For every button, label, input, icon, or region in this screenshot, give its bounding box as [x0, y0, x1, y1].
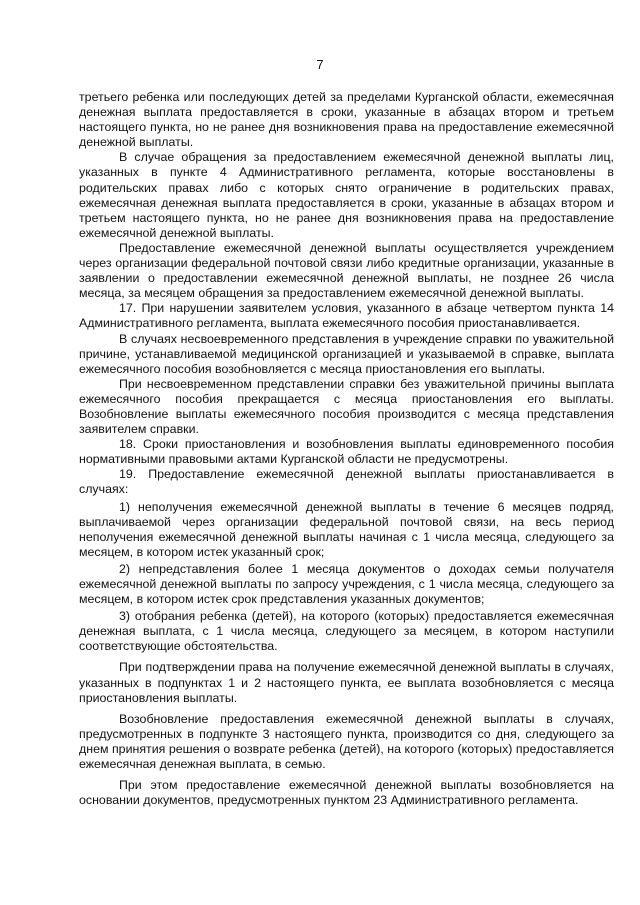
- paragraph-confirmation: При подтверждении права на получение ежемесячной денежной выплаты в случаях, указанных в подпунктах 1 и 2 настоящего пункта, ее выплата возобновляется с месяца приостановления выплаты.: [79, 660, 614, 705]
- paragraph-valid-reason: В случаях несвоевременного представления в учреждение справки по уважительной причине, устанавливаемой медицинской организацией и указываемой в справке, выплата ежемесячного пособия возобновляется с месяца приостановления его выплаты.: [79, 331, 614, 376]
- list-item-3: 3) отобрания ребенка (детей), на которого (которых) предоставляется ежемесячная денежная выплата, с 1 числа месяца, следующего за месяцем, в котором наступили соответствующие обстоятельства.: [79, 609, 614, 654]
- paragraph-basis-documents: При этом предоставление ежемесячной денежной выплаты возобновляется на основании документов, предусмотренных пунктом 23 Административного регламента.: [79, 778, 614, 808]
- document-body: [79, 90, 614, 808]
- paragraph-item-18: 18. Сроки приостановления и возобновления выплаты единовременного пособия нормативными правовыми актами Курганской области не предусмотрены.: [79, 437, 614, 467]
- paragraph-item-19: 19. Предоставление ежемесячной денежной выплаты приостанавливается в случаях:: [79, 467, 614, 497]
- paragraph-resumption: Возобновление предоставления ежемесячной денежной выплаты в случаях, предусмотренных в подпункте 3 настоящего пункта, производится со дня, следующего за днем принятия решения о возврате ребенка (детей), на которого (которых) предоставляется ежемесячная денежная выплата, в семью.: [79, 711, 614, 772]
- paragraph-continuation: третьего ребенка или последующих детей за пределами Курганской области, ежемесячная денежная выплата предоставляется в сроки, указанные в абзацах втором и третьем настоящего пункта, но не ранее дня возникновения права на предоставление ежемесячной денежной выплаты.: [79, 90, 614, 150]
- paragraph-no-valid-reason: При несвоевременном представлении справки без уважительной причины выплата ежемесячного пособия прекращается с месяца приостановления его выплаты. Возобновление выплаты ежемесячного пособия производится с месяца представления заявителем справки.: [79, 376, 614, 437]
- paragraph-restored-rights: В случае обращения за предоставлением ежемесячной денежной выплаты лиц, указанных в пункте 4 Административного регламента, которые восстановлены в родительских правах либо с которых снято ограничение в родительских правах, ежемесячная денежная выплата предоставляется в сроки, указанные в абзацах втором и третьем настоящего пункта, но не ранее дня возникновения права на предоставление ежемесячной денежной выплаты.: [79, 150, 614, 240]
- list-item-2: 2) непредставления более 1 месяца документов о доходах семьи получателя ежемесячной денежной выплаты по запросу учреждения, с 1 числа месяца, следующего за месяцем, в котором истек срок представления указанных документов;: [79, 561, 614, 607]
- paragraph-item-17: 17. При нарушении заявителем условия, указанного в абзаце четвертом пункта 14 Административного регламента, выплата ежемесячного пособия приостанавливается.: [79, 301, 614, 331]
- paragraph-payment-channels: Предоставление ежемесячной денежной выплаты осуществляется учреждением через организации федеральной почтовой связи либо кредитные организации, указанные в заявлении о предоставлении ежемесячной денежной выплаты, не позднее 26 числа месяца, за месяцем обращения за предоставлением ежемесячной денежной выплаты.: [79, 240, 614, 301]
- list-item-1: 1) неполучения ежемесячной денежной выплаты в течение 6 месяцев подряд, выплачиваемой через организации федеральной почтовой связи, на весь период неполучения ежемесячной денежной выплаты начиная с 1 числа месяца, следующего за месяцем, в котором истек указанный срок;: [79, 499, 614, 559]
- page-number: 7: [316, 57, 324, 72]
